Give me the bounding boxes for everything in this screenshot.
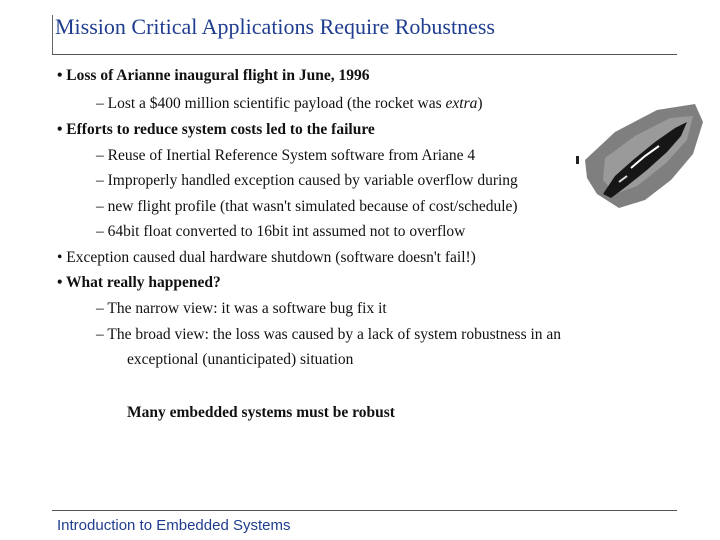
sub-bullet-exception: – Improperly handled exception caused by variable overflow during (96, 172, 518, 189)
title-underline (52, 54, 677, 55)
slide-title: Mission Critical Applications Require Robustness (55, 14, 495, 39)
sub-bullet-broad-view-continued: exceptional (unanticipated) situation (127, 351, 354, 368)
sub-bullet-payload (96, 95, 483, 113)
footer-rule (52, 510, 677, 511)
payload-emphasis: extra (445, 95, 478, 112)
bullet-what-happened: • What really happened? (57, 274, 221, 291)
conclusion-text: Many embedded systems must be robust (127, 404, 395, 421)
debris-fragment (576, 156, 579, 164)
bullet-dual-shutdown: • Exception caused dual hardware shutdown (software doesn't fail!) (57, 249, 476, 266)
sub-bullet-flight-profile: – new flight profile (that wasn't simulated because of cost/schedule) (96, 198, 518, 215)
bullet-ariane-loss: • Loss of Arianne inaugural flight in June, 1996 (57, 67, 370, 84)
payload-text: – Lost a $400 million scientific payload (the rocket was (96, 95, 446, 112)
bullet-cost-reduction: • Efforts to reduce system costs led to the failure (57, 121, 375, 138)
payload-close: ) (477, 95, 483, 112)
sub-bullet-broad-view: – The broad view: the loss was caused by a lack of system robustness in an (96, 326, 562, 343)
sub-bullet-reuse: – Reuse of Inertial Reference System software from Ariane 4 (96, 147, 476, 164)
ariane-rocket-explosion-image (575, 98, 707, 210)
footer-text: Introduction to Embedded Systems (57, 517, 291, 534)
sub-bullet-float-conversion: – 64bit float converted to 16bit int assumed not to overflow (96, 223, 466, 240)
sub-bullet-narrow-view: – The narrow view: it was a software bug fix it (96, 300, 387, 317)
title-left-rule (52, 15, 53, 55)
